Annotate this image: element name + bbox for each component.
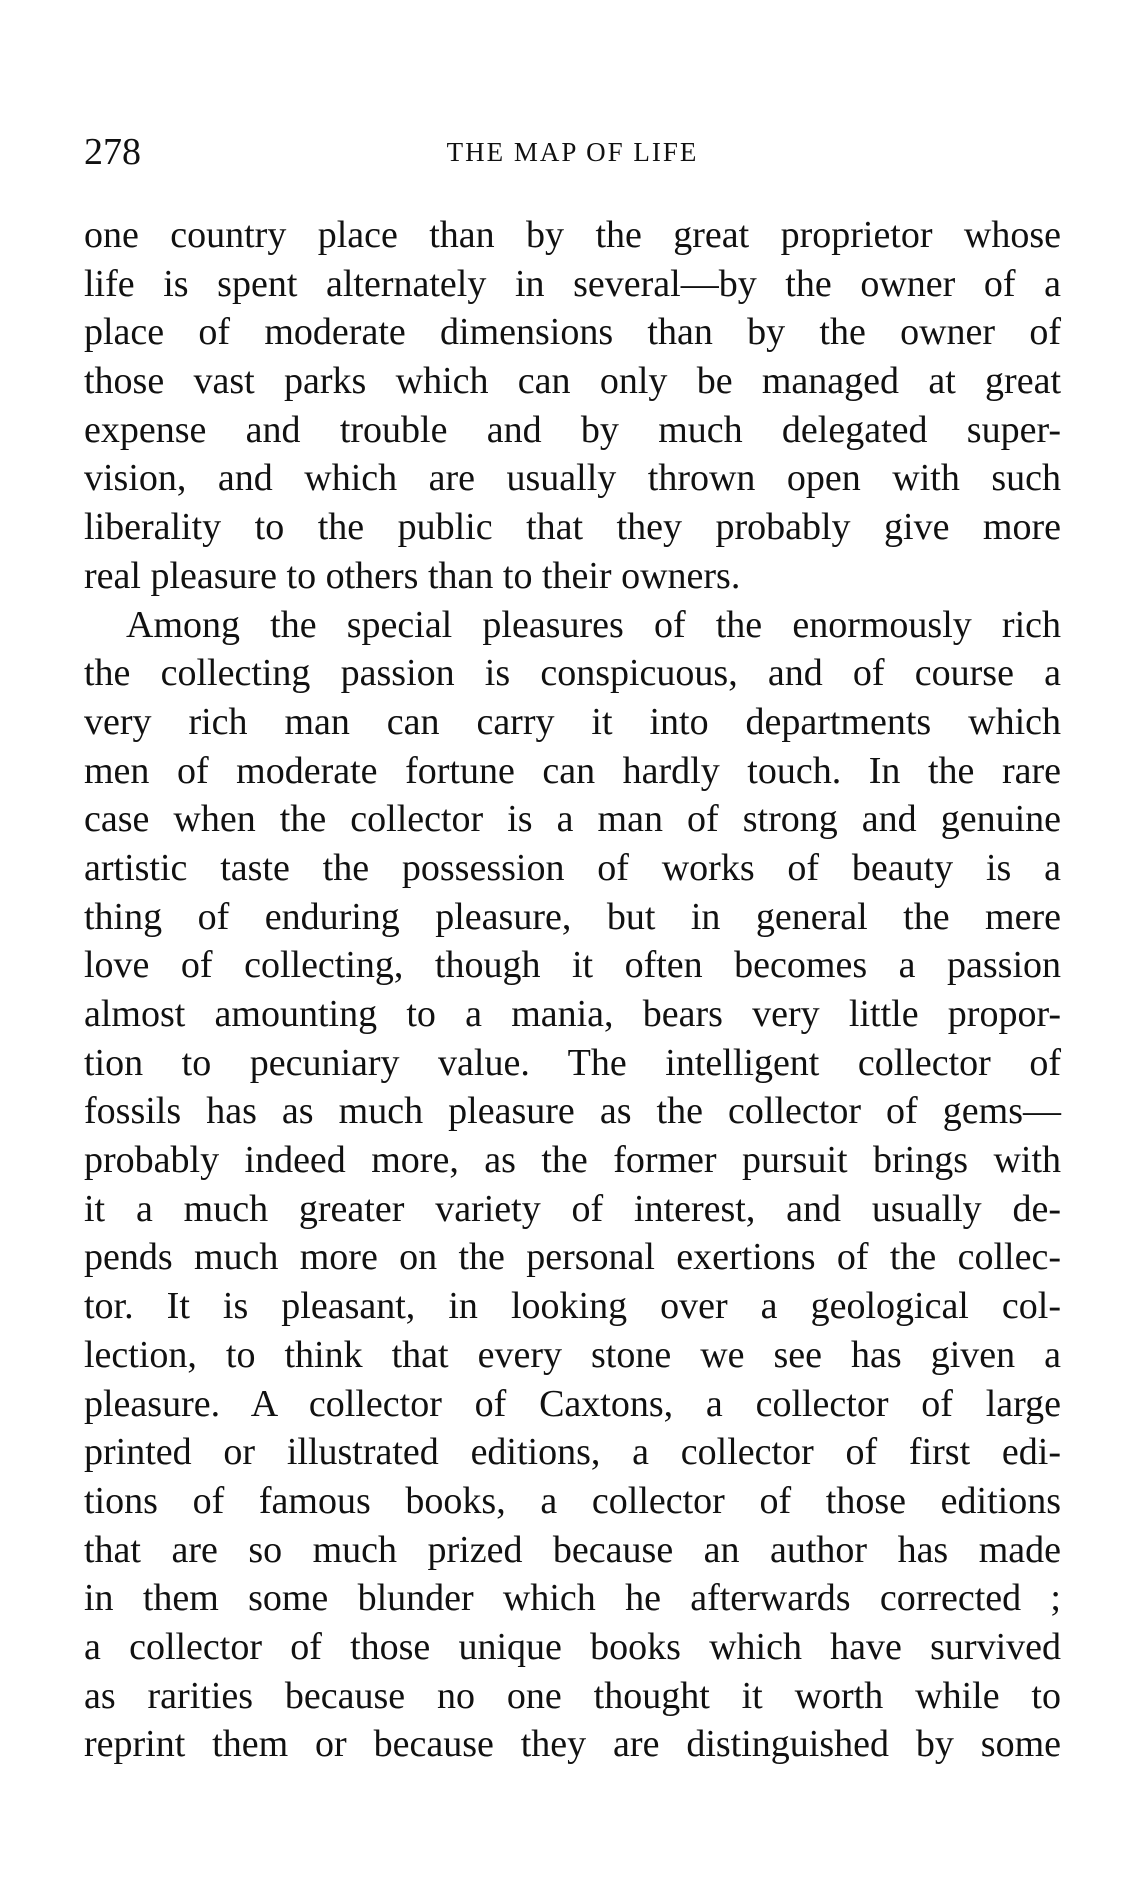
text-line: men of moderate fortune can hardly touch. In the rare [84, 749, 1061, 792]
text-line: as rarities because no one thought it worth while to [84, 1674, 1061, 1717]
running-head: THE MAP OF LIFE [446, 137, 699, 167]
text-line: lection, to think that every stone we see has given a [84, 1333, 1061, 1376]
text-line: one country place than by the great proprietor whose [84, 214, 1061, 256]
text-line: artistic taste the possession of works of beauty is a [84, 846, 1061, 889]
text-line: tor. It is pleasant, in looking over a geological col- [84, 1285, 1061, 1328]
text-line: pleasure. A collector of Caxtons, a collector of large [84, 1382, 1061, 1425]
page-number: 278 [84, 131, 141, 173]
text-line: in them some blunder which he afterwards corrected ; [84, 1577, 1061, 1620]
text-line: tion to pecuniary value. The intelligent collector of [84, 1041, 1061, 1084]
text-line: it a much greater variety of interest, and usually de- [84, 1187, 1061, 1230]
page-header [84, 130, 1061, 174]
text-line: the collecting passion is conspicuous, and of course a [84, 652, 1061, 695]
text-line: vision, and which are usually thrown open with such [84, 457, 1061, 500]
body-text [84, 211, 1061, 1769]
text-line: real pleasure to others than to their owners. [84, 554, 741, 597]
text-line: a collector of those unique books which have survived [84, 1625, 1061, 1668]
text-line: those vast parks which can only be managed at great [84, 360, 1061, 403]
text-line: case when the collector is a man of strong and genuine [84, 798, 1061, 841]
text-line: love of collecting, though it often becomes a passion [84, 944, 1061, 987]
text-line: expense and trouble and by much delegated super- [84, 408, 1061, 451]
text-line: life is spent alternately in several—by the owner of a [84, 262, 1061, 305]
text-line: probably indeed more, as the former pursuit brings with [84, 1139, 1061, 1182]
text-line: printed or illustrated editions, a collector of first edi- [84, 1431, 1061, 1474]
text-line: Among the special pleasures of the enormously rich [126, 603, 1061, 646]
text-line: very rich man can carry it into departments which [84, 700, 1061, 743]
text-line: liberality to the public that they probably give more [84, 506, 1061, 549]
paragraph-2 [84, 601, 1061, 1770]
text-line: tions of famous books, a collector of those editions [84, 1479, 1061, 1522]
text-line: reprint them or because they are distinguished by some [84, 1723, 1061, 1766]
text-line: that are so much prized because an author has made [84, 1528, 1061, 1571]
text-line: almost amounting to a mania, bears very little propor- [84, 993, 1061, 1035]
text-line: fossils has as much pleasure as the collector of gems— [84, 1090, 1061, 1133]
text-line: pends much more on the personal exertions of the collec- [84, 1236, 1061, 1279]
text-line: thing of enduring pleasure, but in general the mere [84, 895, 1061, 938]
paragraph-1 [84, 211, 1061, 601]
text-line: place of moderate dimensions than by the owner of [84, 311, 1061, 354]
